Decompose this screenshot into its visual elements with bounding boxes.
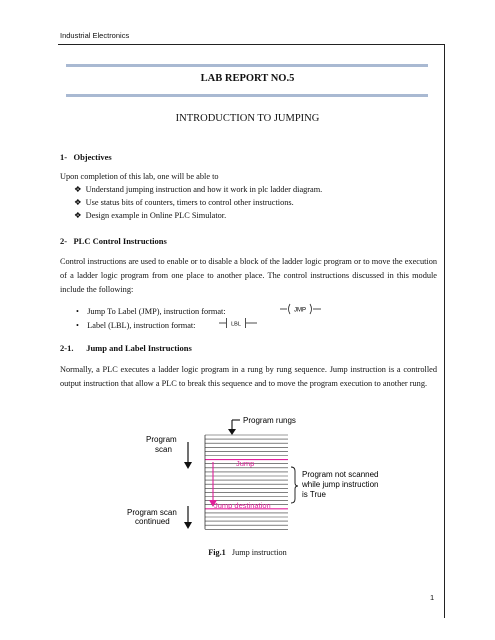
- right-margin-rule: [444, 44, 445, 618]
- figure-caption: [0, 548, 495, 557]
- objective-item: [74, 210, 226, 220]
- jump-label-heading: 2-1. Jump and Label Instructions: [60, 343, 192, 353]
- not-scanned-label: is True: [302, 490, 327, 499]
- plc-control-heading: 2- PLC Control Instructions: [60, 236, 167, 246]
- instruction-text: Jump To Label (JMP), instruction format:: [87, 307, 226, 316]
- objective-text: Use status bits of counters, timers to control other instructions.: [85, 198, 294, 207]
- scan-continued-label: Program scan: [127, 508, 177, 517]
- objective-item: [74, 197, 294, 207]
- instruction-text: Label (LBL), instruction format:: [87, 321, 196, 330]
- dot-bullet-icon: •: [76, 321, 79, 330]
- plc-control-paragraph: Control instructions are used to enable or to disable a block of the ladder logic program or to move the execution of a ladder logic program from one place to another place. The control instructions discussed in this module include the following:: [60, 257, 437, 295]
- diamond-bullet-icon: ❖: [74, 185, 82, 194]
- report-subtitle: INTRODUCTION TO JUMPING: [175, 113, 320, 124]
- right-brace-icon: [291, 467, 298, 503]
- objective-text: Understand jumping instruction and how it work in plc ladder diagram.: [85, 185, 323, 194]
- program-scan-arrow-icon: [184, 442, 192, 469]
- diamond-bullet-icon: ❖: [74, 198, 82, 207]
- jump-instruction-diagram: [118, 412, 408, 537]
- header-rule: [58, 44, 444, 45]
- running-header: Industrial Electronics: [60, 31, 130, 40]
- jmp-symbol-label: JMP: [294, 307, 306, 314]
- lbl-contact-icon: [219, 317, 259, 329]
- program-rungs-label: Program rungs: [243, 416, 296, 425]
- dot-bullet-icon: •: [76, 307, 79, 316]
- figure-caption-text: Jump instruction: [231, 548, 287, 557]
- program-scan-label: scan: [155, 445, 172, 454]
- diamond-bullet-icon: ❖: [74, 211, 82, 220]
- page-number: 1: [430, 593, 435, 602]
- scan-continued-label: continued: [135, 517, 170, 526]
- objectives-intro: Upon completion of this lab, one will be able to: [60, 172, 219, 181]
- not-scanned-label: Program not scanned: [302, 470, 379, 479]
- program-rungs-arrow-icon: [228, 420, 240, 435]
- instruction-item-lbl: [76, 321, 196, 330]
- objectives-heading: 1- Objectives: [60, 152, 112, 162]
- scan-continued-arrow-icon: [184, 506, 192, 529]
- title-top-rule: [66, 64, 428, 67]
- report-title: LAB REPORT NO.5: [200, 73, 295, 84]
- figure-number: Fig.1: [208, 548, 226, 557]
- jump-destination-label: Jump destination: [214, 501, 271, 510]
- jump-label: Jump: [236, 459, 255, 468]
- lbl-symbol-label: LBL: [231, 321, 241, 328]
- jump-label-paragraph: Normally, a PLC executes a ladder logic program in a rung by rung sequence. Jump instruction is a controlled output instruction that allow a PLC to break this sequence and to move the program execution to another rung.: [60, 365, 437, 389]
- jmp-coil-icon: [280, 303, 322, 315]
- title-bottom-rule: [66, 94, 428, 97]
- objective-text: Design example in Online PLC Simulator.: [85, 211, 227, 220]
- not-scanned-label: while jump instruction: [302, 480, 379, 489]
- instruction-item-jmp: [76, 307, 226, 316]
- ladder-rungs: [205, 435, 288, 529]
- program-scan-label: Program: [146, 435, 177, 444]
- objective-item: [74, 184, 322, 194]
